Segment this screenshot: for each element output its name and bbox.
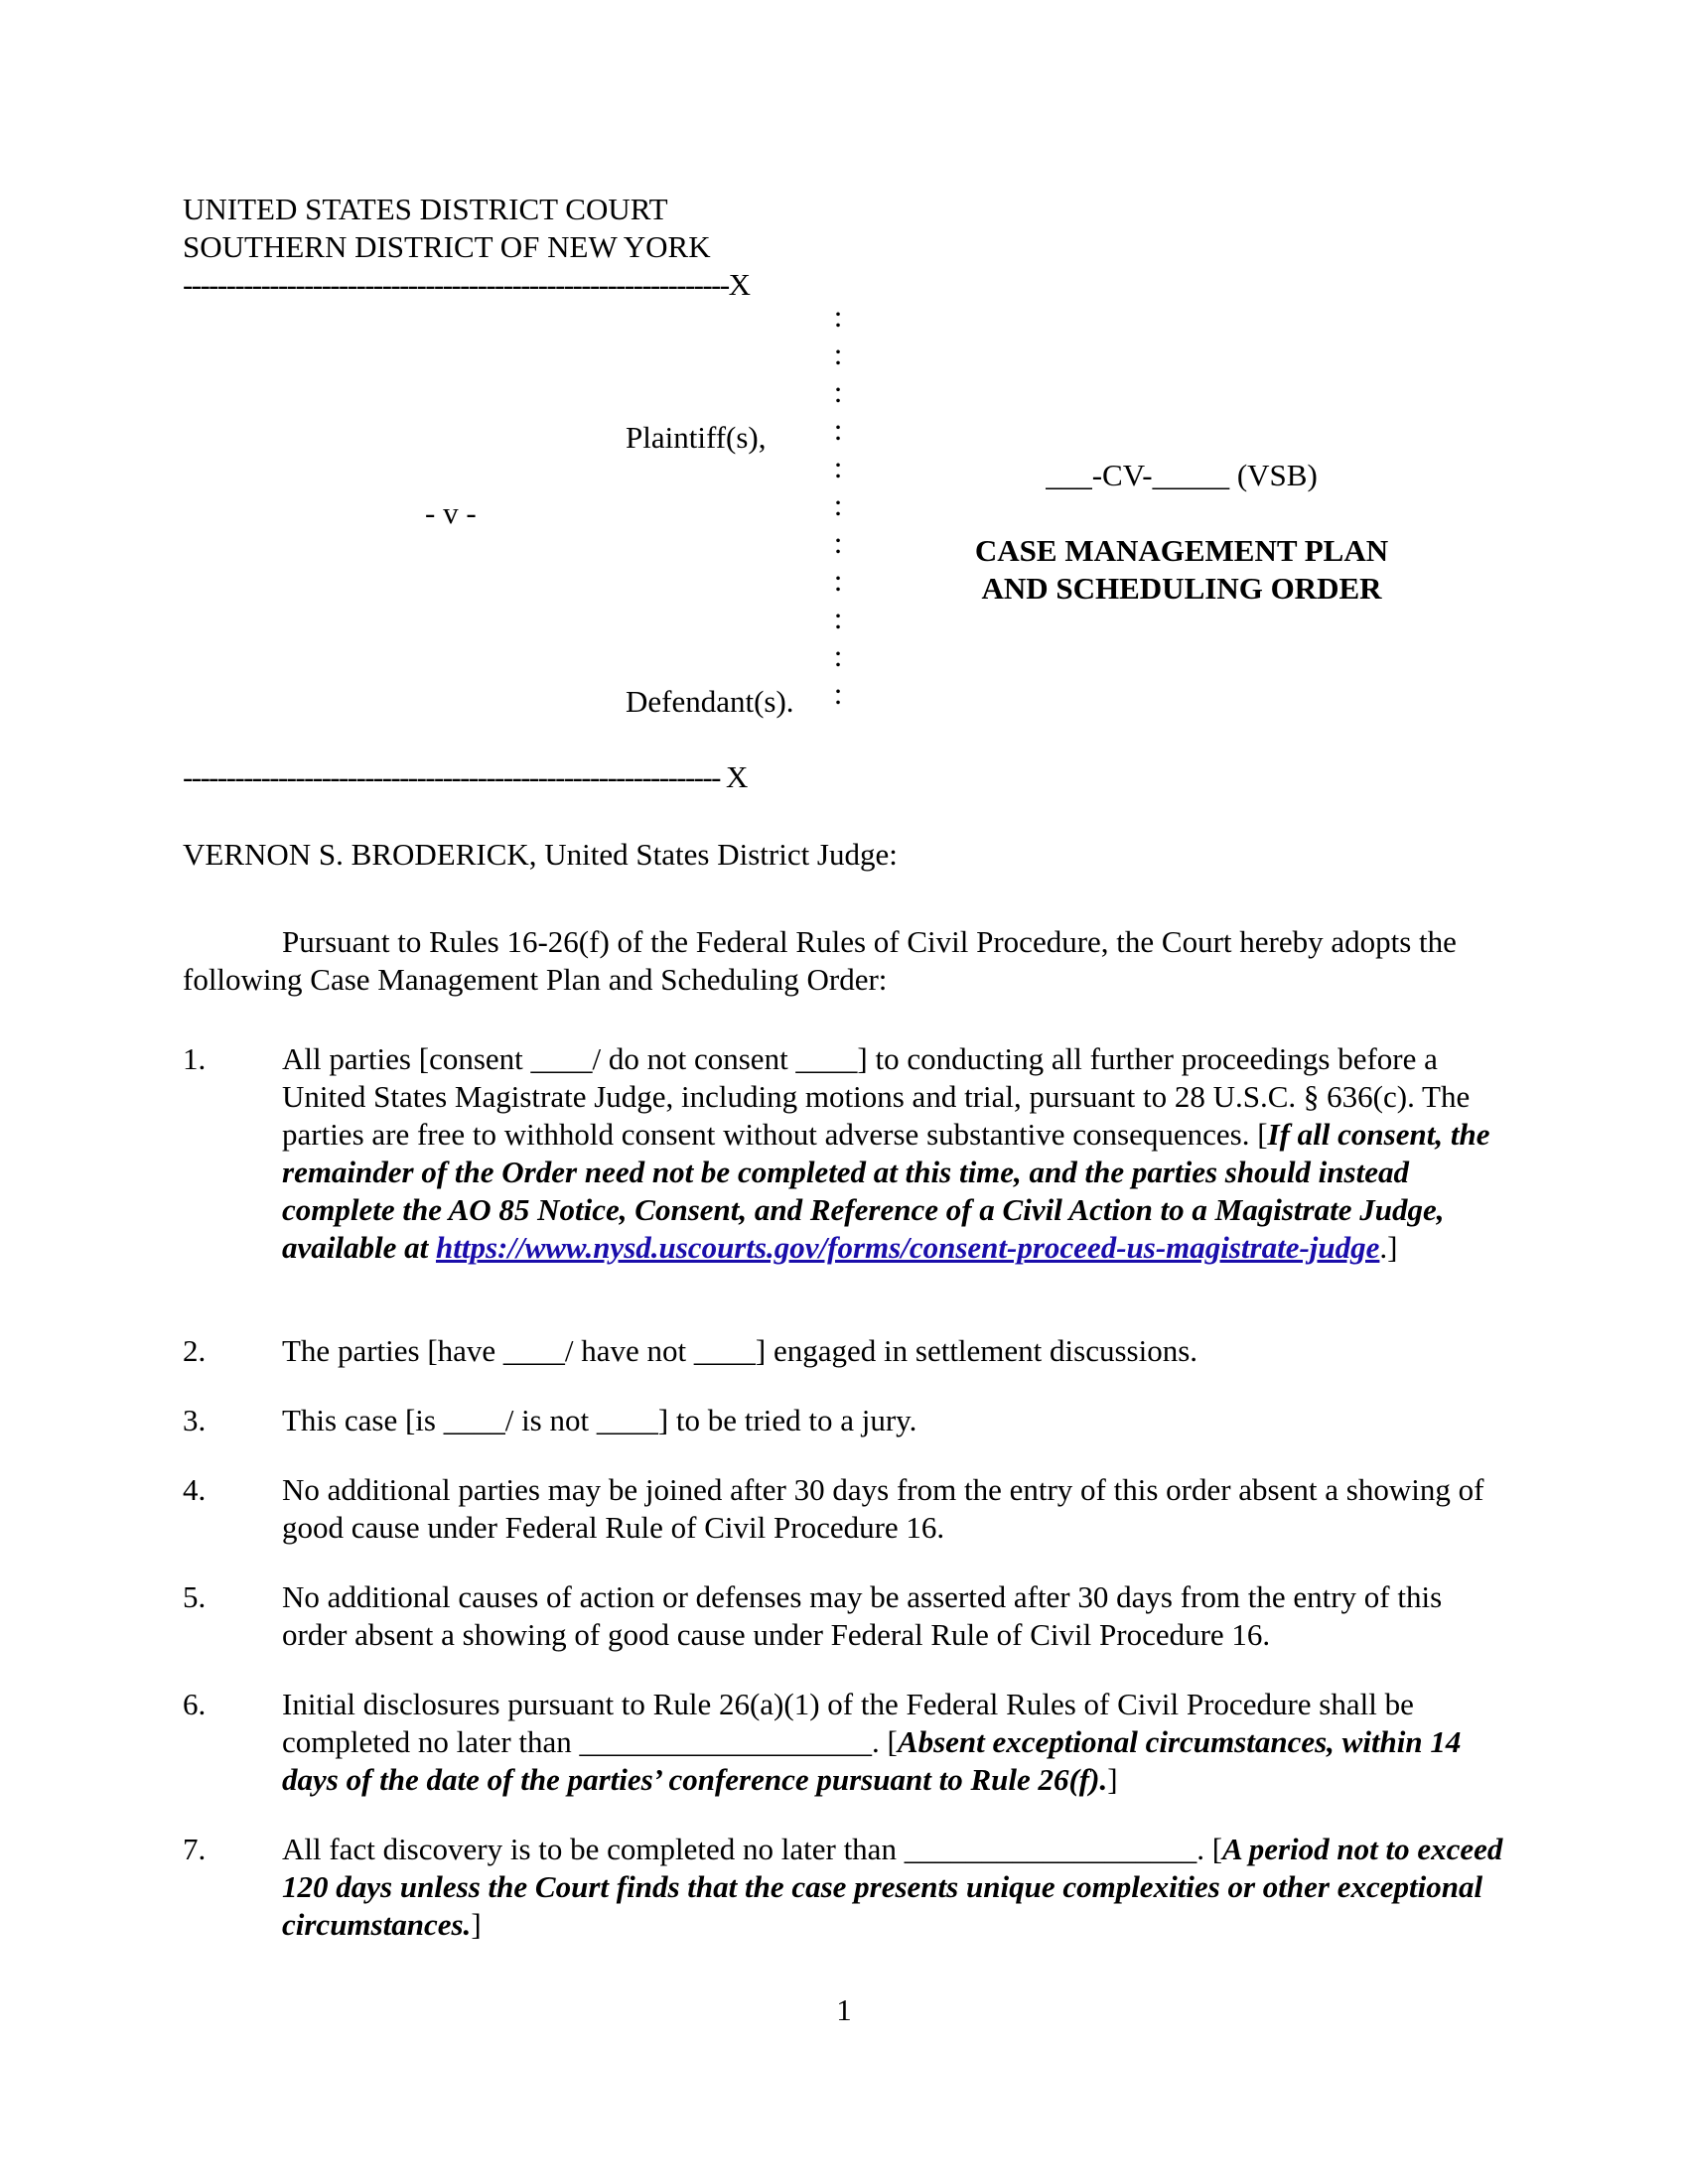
caption-colon: :: [833, 412, 843, 447]
item-body: All fact discovery is to be completed no later than ___________________. [: [282, 1832, 1223, 1866]
item-emphasis: If all consent, the remainder of the Order need not be completed at this time, and the parties should instead complete the AO 85 Notice, Consent, and Reference of a Civil Action to a Magistrate Judge, available at: [282, 1117, 1490, 1265]
caption-colon: :: [833, 450, 843, 484]
item-tail: .]: [1379, 1230, 1398, 1265]
caption-colon: :: [833, 299, 843, 334]
item-emphasis: Absent exceptional circumstances, within 14 days of the date of the parties’ conference pursuant to Rule 26(f).: [282, 1724, 1462, 1797]
item-tail: ]: [471, 1907, 482, 1942]
item-number: 5.: [183, 1579, 207, 1614]
intro-paragraph: Pursuant to Rules 16-26(f) of the Federal Rules of Civil Procedure, the Court hereby adopts the following Case Management Plan and Scheduling Order:: [183, 924, 1457, 997]
case-number: ___-CV-_____ (VSB): [1046, 458, 1318, 492]
item-text: No additional parties may be joined after 30 days from the entry of this order absent a showing of good cause under Federal Rule of Civil Procedure 16.: [282, 1472, 1484, 1545]
item-text: No additional causes of action or defenses may be asserted after 30 days from the entry of this order absent a showing of good cause under Federal Rule of Civil Procedure 16.: [282, 1579, 1443, 1652]
document-title-line2: AND SCHEDULING ORDER: [981, 571, 1382, 606]
item-number: 6.: [183, 1687, 207, 1721]
caption-colon: :: [833, 563, 843, 598]
caption-bottom-rule: -------------------------------------------------------------- X: [183, 759, 747, 794]
defendant-label: Defendant(s).: [626, 684, 794, 719]
plaintiff-label: Plaintiff(s),: [626, 420, 767, 455]
item-tail: ]: [1107, 1762, 1118, 1797]
judge-line: VERNON S. BRODERICK, United States District Judge:: [183, 837, 898, 872]
caption-colon: :: [833, 525, 843, 560]
item-body: All parties [consent ____/ do not consent ____] to conducting all further proceedings before a United States Magistrate Judge, including motions and trial, pursuant to 28 U.S.C. § 636(c). The parties are free to withhold consent without adverse substantive consequences. [: [282, 1041, 1471, 1152]
item-text: The parties [have ____/ have not ____] engaged in settlement discussions.: [282, 1333, 1198, 1368]
caption-colon: :: [833, 676, 843, 711]
document-title-line1: CASE MANAGEMENT PLAN: [974, 533, 1389, 568]
consent-form-link[interactable]: https://www.nysd.uscourts.gov/forms/consent-proceed-us-magistrate-judge: [435, 1230, 1380, 1265]
caption-colon: :: [833, 487, 843, 522]
item-number: 7.: [183, 1832, 207, 1866]
item-number: 1.: [183, 1041, 207, 1076]
item-number: 3.: [183, 1403, 207, 1437]
court-name: UNITED STATES DISTRICT COURT: [183, 192, 668, 226]
item-text: This case [is ____/ is not ____] to be tried to a jury.: [282, 1403, 917, 1437]
item-text: [282, 1831, 1503, 1944]
page-number: 1: [836, 1992, 852, 2027]
item-text: [282, 1040, 1503, 1267]
caption-colon: :: [833, 337, 843, 371]
item-body: Initial disclosures pursuant to Rule 26(a)(1) of the Federal Rules of Civil Procedure shall be completed no later than ___________________. [: [282, 1687, 1414, 1759]
caption-colon-column: [828, 298, 848, 713]
caption-colon: :: [833, 601, 843, 635]
caption-colon: :: [833, 638, 843, 673]
caption-colon: :: [833, 374, 843, 409]
item-number: 4.: [183, 1472, 207, 1507]
item-text: [282, 1686, 1503, 1799]
item-emphasis: A period not to exceed 120 days unless the Court finds that the case presents unique complexities or other exceptional circumstances.: [282, 1832, 1503, 1942]
court-district: SOUTHERN DISTRICT OF NEW YORK: [183, 229, 711, 264]
versus-label: - v -: [425, 495, 477, 530]
item-number: 2.: [183, 1333, 207, 1368]
caption-top-rule: ---------------------------------------------------------------X: [183, 267, 750, 302]
